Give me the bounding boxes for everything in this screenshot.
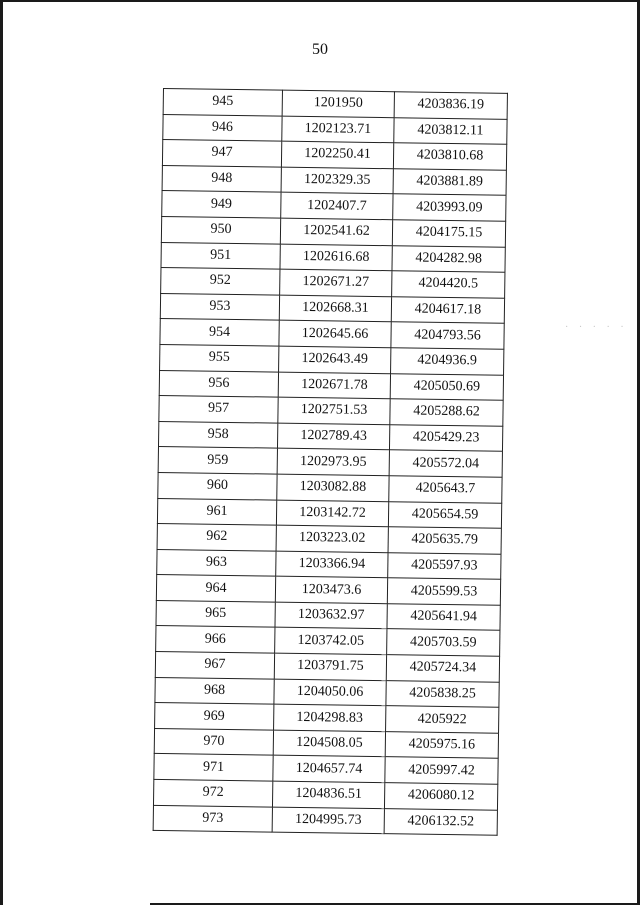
x-coordinate-cell: 1202671.27 (280, 269, 392, 296)
x-coordinate-cell: 1203366.94 (276, 551, 388, 578)
y-coordinate-cell: 4205997.42 (385, 757, 498, 784)
x-coordinate-cell: 1203742.05 (275, 628, 387, 655)
y-coordinate-cell: 4205635.79 (388, 527, 501, 554)
x-coordinate-cell: 1202668.31 (279, 295, 391, 322)
x-coordinate-cell: 1204050.06 (274, 679, 386, 706)
y-coordinate-cell: 4204793.56 (391, 322, 504, 349)
point-number-cell: 973 (153, 805, 272, 832)
point-number-cell: 953 (160, 293, 279, 320)
point-number-cell: 952 (161, 268, 280, 295)
x-coordinate-cell: 1202643.49 (279, 346, 391, 373)
page-number: 50 (312, 41, 328, 58)
x-coordinate-cell: 1202671.78 (278, 372, 390, 399)
x-coordinate-cell: 1204657.74 (273, 756, 385, 783)
point-number-cell: 951 (161, 242, 280, 269)
coordinate-table-body (153, 89, 507, 836)
point-number-cell: 954 (160, 319, 279, 346)
y-coordinate-cell: 4204617.18 (391, 296, 504, 323)
x-coordinate-cell: 1203791.75 (274, 653, 386, 680)
x-coordinate-cell: 1202250.41 (281, 141, 393, 168)
point-number-cell: 972 (153, 779, 272, 806)
point-number-cell: 955 (160, 344, 279, 371)
point-number-cell: 946 (163, 114, 282, 141)
x-coordinate-cell: 1202123.71 (282, 116, 394, 143)
y-coordinate-cell: 4205838.25 (386, 680, 499, 707)
y-coordinate-cell: 4206080.12 (384, 783, 497, 810)
y-coordinate-cell: 4205288.62 (390, 399, 503, 426)
x-coordinate-cell: 1203223.02 (276, 525, 388, 552)
point-number-cell: 948 (162, 165, 281, 192)
point-number-cell: 963 (157, 549, 276, 576)
point-number-cell: 965 (156, 600, 275, 627)
point-number-cell: 959 (158, 447, 277, 474)
x-coordinate-cell: 1202789.43 (277, 423, 389, 450)
coordinate-table (153, 88, 508, 836)
y-coordinate-cell: 4204420.5 (392, 271, 505, 298)
y-coordinate-cell: 4204175.15 (392, 220, 505, 247)
y-coordinate-cell: 4205643.7 (389, 476, 502, 503)
point-number-cell: 958 (158, 421, 277, 448)
y-coordinate-cell: 4203812.11 (394, 117, 507, 144)
x-coordinate-cell: 1204995.73 (272, 807, 384, 834)
point-number-cell: 945 (163, 89, 282, 116)
y-coordinate-cell: 4205975.16 (385, 732, 498, 759)
scan-edge-top (0, 0, 640, 2)
x-coordinate-cell: 1202645.66 (279, 320, 391, 347)
table-row (153, 805, 497, 835)
y-coordinate-cell: 4205641.94 (387, 604, 500, 631)
y-coordinate-cell: 4203810.68 (393, 143, 506, 170)
coordinate-table-container (153, 88, 508, 836)
y-coordinate-cell: 4205572.04 (389, 450, 502, 477)
point-number-cell: 964 (156, 575, 275, 602)
x-coordinate-cell: 1202973.95 (277, 448, 389, 475)
x-coordinate-cell: 1204508.05 (273, 730, 385, 757)
y-coordinate-cell: 4206132.52 (384, 808, 497, 835)
x-coordinate-cell: 1203082.88 (277, 474, 389, 501)
y-coordinate-cell: 4205429.23 (389, 424, 502, 451)
point-number-cell: 961 (157, 498, 276, 525)
point-number-cell: 957 (159, 396, 278, 423)
y-coordinate-cell: 4203881.89 (393, 169, 506, 196)
point-number-cell: 971 (154, 754, 273, 781)
scan-edge-left (0, 0, 3, 905)
point-number-cell: 956 (159, 370, 278, 397)
point-number-cell: 968 (155, 677, 274, 704)
point-number-cell: 969 (155, 703, 274, 730)
y-coordinate-cell: 4204282.98 (392, 245, 505, 272)
x-coordinate-cell: 1204298.83 (274, 704, 386, 731)
x-coordinate-cell: 1203632.97 (275, 602, 387, 629)
point-number-cell: 967 (155, 652, 274, 679)
x-coordinate-cell: 1202541.62 (280, 218, 392, 245)
point-number-cell: 962 (157, 524, 276, 551)
y-coordinate-cell: 4205050.69 (390, 373, 503, 400)
y-coordinate-cell: 4205599.53 (387, 578, 500, 605)
point-number-cell: 950 (161, 216, 280, 243)
y-coordinate-cell: 4205922 (386, 706, 499, 733)
y-coordinate-cell: 4203836.19 (394, 92, 507, 119)
x-coordinate-cell: 1202616.68 (280, 244, 392, 271)
x-coordinate-cell: 1202329.35 (281, 167, 393, 194)
x-coordinate-cell: 1201950 (282, 90, 394, 117)
point-number-cell: 970 (154, 728, 273, 755)
y-coordinate-cell: 4205597.93 (388, 552, 501, 579)
point-number-cell: 949 (162, 191, 281, 218)
x-coordinate-cell: 1202751.53 (278, 397, 390, 424)
x-coordinate-cell: 1203473.6 (275, 576, 387, 603)
y-coordinate-cell: 4205654.59 (388, 501, 501, 528)
y-coordinate-cell: 4204936.9 (391, 348, 504, 375)
y-coordinate-cell: 4205703.59 (387, 629, 500, 656)
point-number-cell: 966 (156, 626, 275, 653)
x-coordinate-cell: 1203142.72 (276, 500, 388, 527)
scan-dust-marks: · · · · · (565, 322, 628, 333)
x-coordinate-cell: 1204836.51 (272, 781, 384, 808)
y-coordinate-cell: 4205724.34 (386, 655, 499, 682)
y-coordinate-cell: 4203993.09 (393, 194, 506, 221)
x-coordinate-cell: 1202407.7 (281, 193, 393, 220)
point-number-cell: 947 (162, 140, 281, 167)
point-number-cell: 960 (158, 472, 277, 499)
